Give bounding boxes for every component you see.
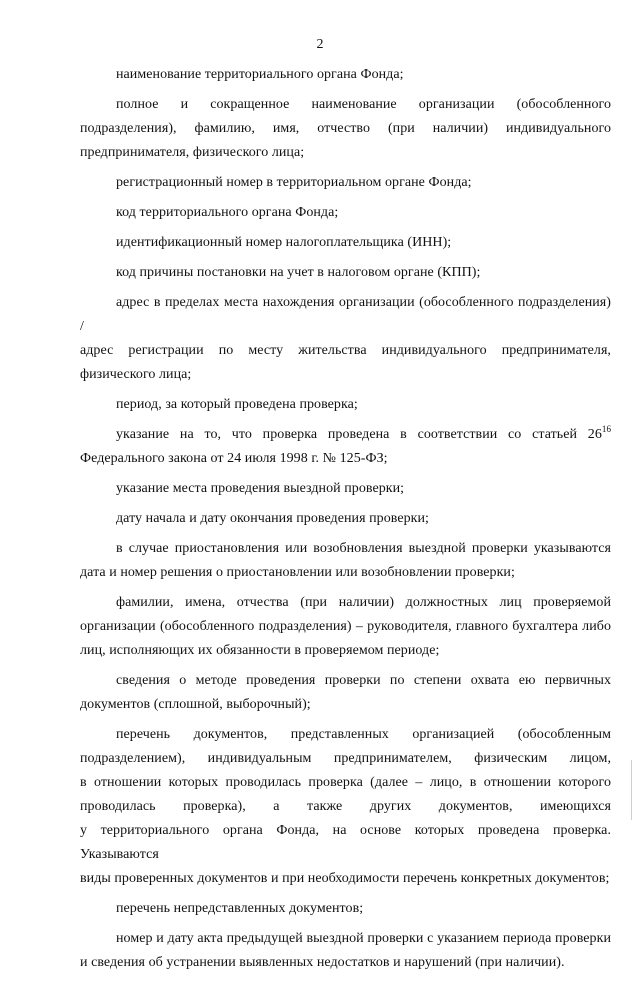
- text-line: подразделения), фамилию, имя, отчество (при наличии) индивидуального: [80, 121, 611, 136]
- text-line: перечень непредставленных документов;: [116, 901, 364, 916]
- text-line: лиц, исполняющих их обязанности в проверяемом периоде;: [80, 643, 440, 658]
- text-line: в отношении которых проводилась проверка (далее – лицо, в отношении которого: [80, 775, 611, 790]
- list-item: [80, 723, 611, 891]
- text-line: организации (обособленного подразделения) – руководителя, главного бухгалтера либо: [80, 619, 611, 634]
- text-line: наименование территориального органа Фонда;: [116, 67, 404, 82]
- list-item: [80, 477, 611, 501]
- list-item: [80, 201, 611, 225]
- text-line: Федерального закона от 24 июля 1998 г. № 125-ФЗ;: [80, 451, 388, 466]
- list-item: [80, 63, 611, 87]
- text-line: предпринимателя, физического лица;: [80, 145, 305, 160]
- list-item: [80, 669, 611, 717]
- list-item: [80, 537, 611, 585]
- text-line: дату начала и дату окончания проведения проверки;: [116, 511, 429, 526]
- text-line: код причины постановки на учет в налоговом органе (КПП);: [116, 265, 481, 280]
- list-item: [80, 423, 611, 471]
- text-line: адрес в пределах места нахождения организации (обособленного подразделения) /: [80, 295, 611, 334]
- superscript: 16: [601, 424, 611, 434]
- list-item: [80, 927, 611, 975]
- text-line: код территориального органа Фонда;: [116, 205, 339, 220]
- list-item: [80, 507, 611, 531]
- list-item: [80, 393, 611, 417]
- text-line: перечень документов, представленных организацией (обособленным: [116, 727, 611, 742]
- text-line: в случае приостановления или возобновления выездной проверки указываются: [116, 541, 611, 556]
- text-line: адрес регистрации по месту жительства индивидуального предпринимателя,: [80, 343, 611, 358]
- text-line: физического лица;: [80, 367, 192, 382]
- text-line: сведения о методе проведения проверки по степени охвата ею первичных: [116, 673, 611, 688]
- list-item: [80, 291, 611, 387]
- list-item: [80, 171, 611, 195]
- list-item: [80, 231, 611, 255]
- text-line: идентификационный номер налогоплательщика (ИНН);: [116, 235, 452, 250]
- text-line: документов (сплошной, выборочный);: [80, 697, 311, 712]
- list-item: [80, 93, 611, 165]
- text-line: виды проверенных документов и при необходимости перечень конкретных документов;: [80, 871, 610, 886]
- text-line: и сведения об устранении выявленных недостатков и нарушений (при наличии).: [80, 955, 565, 970]
- text-line: фамилии, имена, отчества (при наличии) должностных лиц проверяемой: [116, 595, 611, 610]
- text-line: дата и номер решения о приостановлении или возобновлении проверки;: [80, 565, 515, 580]
- text-line: указание на то, что проверка проведена в соответствии со статьей $26^{16}$: [116, 424, 611, 442]
- document-body: [80, 63, 611, 981]
- text-line: проводилась проверка), а также других документов, имеющихся: [80, 799, 611, 814]
- list-item: [80, 591, 611, 663]
- text-line: у территориального органа Фонда, на основе которых проведена проверка. Указываются: [80, 823, 611, 862]
- text-line: полное и сокращенное наименование организации (обособленного: [116, 97, 611, 112]
- page-number: 2: [316, 37, 324, 52]
- list-item: [80, 897, 611, 921]
- text-line: период, за который проведена проверка;: [116, 397, 358, 412]
- text-line: номер и дату акта предыдущей выездной проверки с указанием периода проверки: [116, 931, 611, 946]
- text-line: подразделением), индивидуальным предпринимателем, физическим лицом,: [80, 751, 611, 766]
- text-line: указание места проведения выездной проверки;: [116, 481, 405, 496]
- scan-artifact: [631, 760, 632, 820]
- text-line: регистрационный номер в территориальном органе Фонда;: [116, 175, 472, 190]
- list-item: [80, 261, 611, 285]
